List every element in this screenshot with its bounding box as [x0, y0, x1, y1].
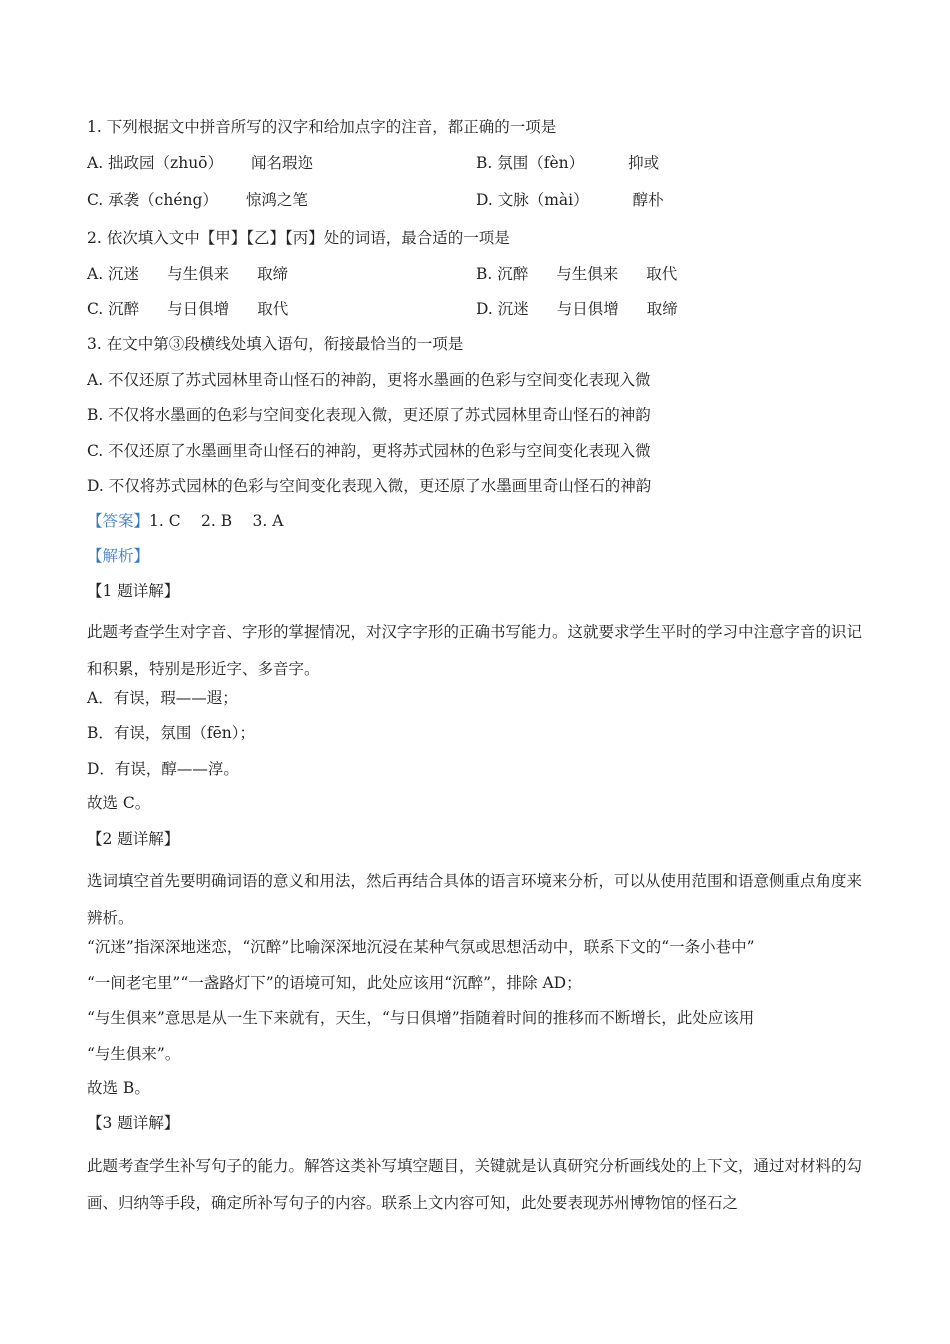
q2-option-b — [476, 264, 677, 284]
detail-3-paragraph: 此题考查学生补写句子的能力。解答这类补写填空题目，关键就是认真研究分析画线处的上下文，通过对材料的勾画、归纳等手段，确定所补写句子的内容。联系上文内容可知，此处要表现苏州博物馆的怪石之 — [87, 1157, 863, 1212]
q2-option-c-w1: C. 沉醉 — [87, 300, 140, 318]
q2-option-d — [476, 299, 678, 319]
q1-option-d-word: D. 文脉（mài） — [476, 191, 589, 209]
detail-2-pick: 故选 B。 — [87, 1079, 150, 1097]
detail-1-b: B．有误，氛围（fēn）； — [87, 724, 256, 742]
detail-2-title: 【2 题详解】 — [87, 830, 180, 848]
q1-option-b-word2: 抑或 — [628, 154, 660, 172]
q2-option-c — [87, 299, 288, 319]
detail-1-a: A．有误，瑕——遐； — [87, 689, 238, 707]
detail-1-title: 【1 题详解】 — [87, 582, 180, 600]
q2-option-a-w2: 与生俱来 — [167, 265, 230, 283]
q2-option-d-w1: D. 沉迷 — [476, 300, 529, 318]
q1-option-c-word: C. 承袭（chéng） — [87, 191, 218, 209]
q1-option-a-word: A. 拙政园（zhuō） — [87, 154, 224, 172]
q1-option-c-word2: 惊鸿之笔 — [245, 191, 308, 209]
q1-option-d — [476, 190, 664, 210]
detail-2-paragraph-2a: “沉迷”指深深地迷恋，“沉醉”比喻深深地沉浸在某种气氛或思想活动中，联系下文的“一条小巷中” — [87, 938, 755, 956]
q2-option-b-w3: 取代 — [646, 265, 678, 283]
detail-1-pick: 故选 C。 — [87, 794, 151, 812]
q3-option-d: D. 不仅将苏式园林的色彩与空间变化表现入微，更还原了水墨画里奇山怪石的神韵 — [87, 477, 652, 495]
q2-option-d-w2: 与日俱增 — [556, 300, 619, 318]
q1-option-c — [87, 190, 308, 210]
q2-option-c-w2: 与日俱增 — [167, 300, 230, 318]
detail-2-paragraph-3a: “与生俱来”意思是从一生下来就有，天生，“与日俱增”指随着时间的推移而不断增长，此处应该用 — [87, 1009, 755, 1027]
q1-option-d-word2: 醇朴 — [632, 191, 664, 209]
detail-2-paragraph-3b: “与生俱来”。 — [87, 1045, 181, 1063]
detail-2-paragraph-1: 选词填空首先要明确词语的意义和用法，然后再结合具体的语言环境来分析，可以从使用范围和语意侧重点角度来辨析。 — [87, 872, 863, 927]
q1-stem: 1. 下列根据文中拼音所写的汉字和给加点字的注音，都正确的一项是 — [87, 118, 557, 136]
answer-line — [87, 511, 283, 531]
analysis-label: 【解析】 — [87, 547, 150, 565]
q2-option-c-w3: 取代 — [257, 300, 289, 318]
q1-option-b — [476, 153, 659, 173]
detail-1-paragraph: 此题考查学生对字音、字形的掌握情况，对汉字字形的正确书写能力。这就要求学生平时的学习中注意字音的识记和积累，特别是形近字、多音字。 — [87, 623, 863, 678]
q2-option-d-w3: 取缔 — [646, 300, 678, 318]
q2-option-b-w2: 与生俱来 — [556, 265, 619, 283]
answer-label: 【答案】 — [87, 512, 150, 530]
detail-2-paragraph-2b: “一间老宅里”“一盏路灯下”的语境可知，此处应该用“沉醉”，排除 AD； — [87, 974, 582, 992]
q3-option-a: A. 不仅还原了苏式园林里奇山怪石的神韵，更将水墨画的色彩与空间变化表现入微 — [87, 371, 651, 389]
detail-1-d: D．有误，醇——淳。 — [87, 760, 239, 778]
q2-option-a-w3: 取缔 — [257, 265, 289, 283]
q2-option-b-w1: B. 沉醉 — [476, 265, 529, 283]
q3-option-c: C. 不仅还原了水墨画里奇山怪石的神韵，更将苏式园林的色彩与空间变化表现入微 — [87, 442, 651, 460]
q2-option-a — [87, 264, 288, 284]
q3-stem: 3. 在文中第③段横线处填入语句，衔接最恰当的一项是 — [87, 335, 464, 353]
q2-stem: 2. 依次填入文中【甲】【乙】【丙】处的词语，最合适的一项是 — [87, 229, 510, 247]
q2-option-a-w1: A. 沉迷 — [87, 265, 140, 283]
q1-option-b-word: B. 氛围（fèn） — [476, 154, 585, 172]
q3-option-b: B. 不仅将水墨画的色彩与空间变化表现入微，更还原了苏式园林里奇山怪石的神韵 — [87, 406, 651, 424]
answer-text: 1. C 2. B 3. A — [149, 512, 284, 530]
detail-3-title: 【3 题详解】 — [87, 1114, 180, 1132]
q1-option-a-word2: 闻名瑕迩 — [251, 154, 314, 172]
q1-option-a — [87, 153, 313, 173]
